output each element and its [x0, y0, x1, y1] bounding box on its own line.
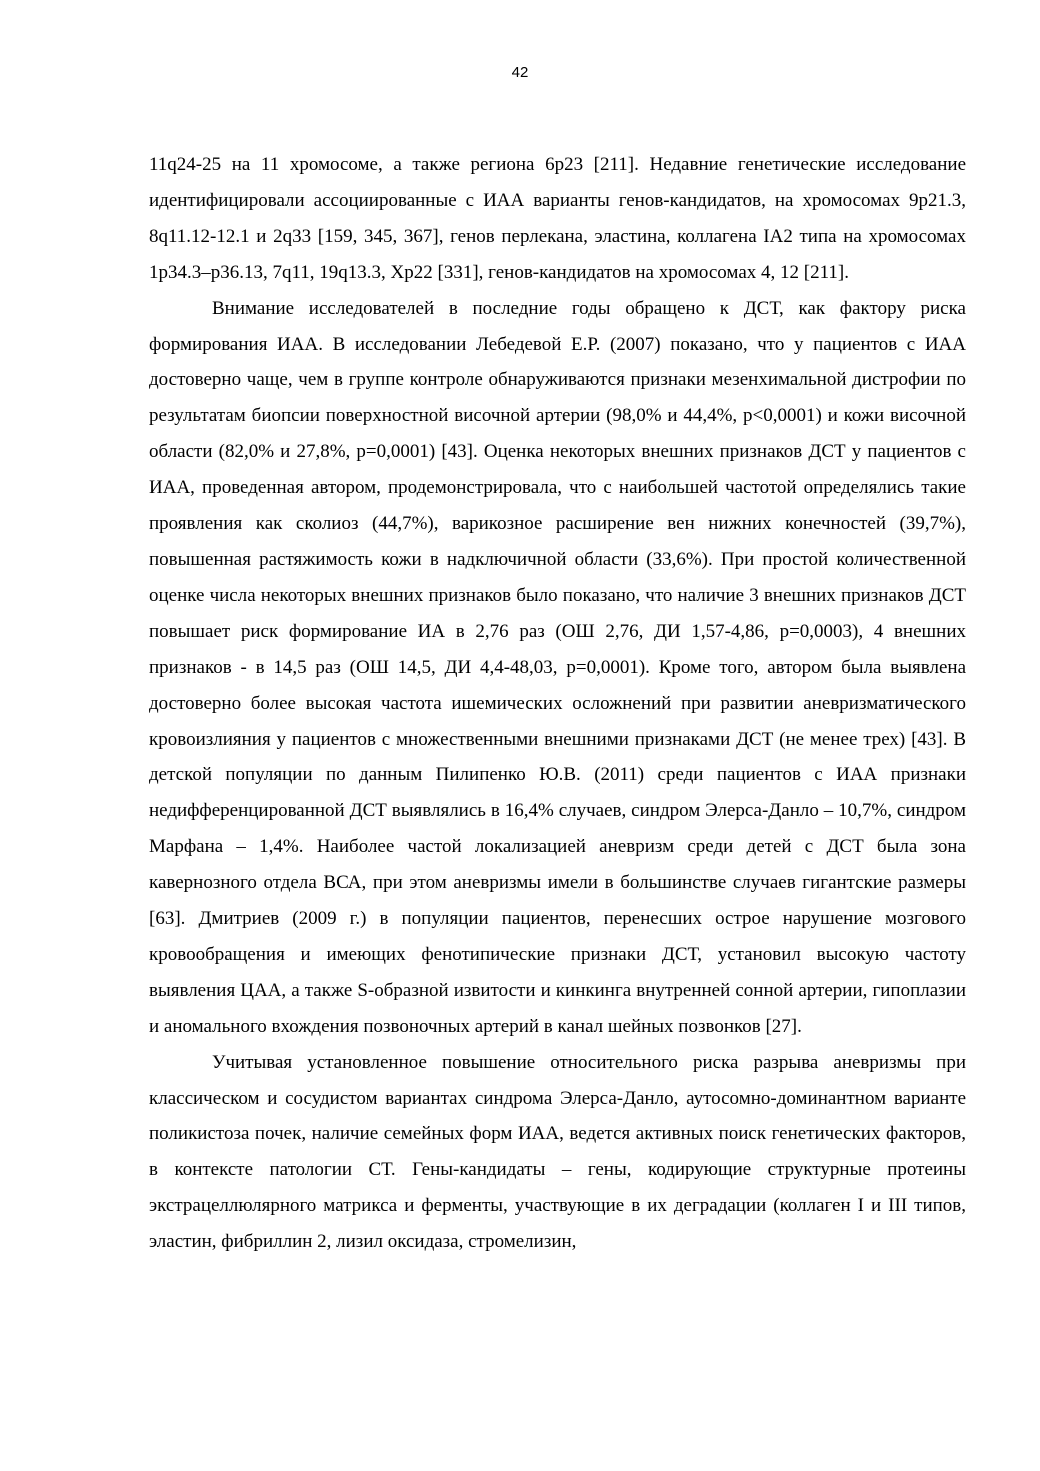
paragraph-genetic-factors: Учитывая установленное повышение относительного риска разрыва аневризмы при классическом и сосудистом вариантах синдрома Элерса-Данло, аутосомно-доминантном варианте поликистоза почек, наличие семейных форм ИАА, ведется активных поиск генетических факторов, в контексте патологии СТ. Гены-кандидаты – гены, кодирующие структурные протеины экстрацеллюлярного матрикса и ферменты, участвующие в их деградации (коллаген I и III типов, эластин, фибриллин 2, лизил оксидаза, стромелизин,: [149, 1051, 966, 1253]
page-number: 42: [511, 64, 529, 81]
paragraph-dst-risk: Внимание исследователей в последние годы обращено к ДСТ, как фактору риска формирования ИАА. В исследовании Лебедевой Е.Р. (2007) показано, что у пациентов с ИАА достоверно чаще, чем в группе контроле обнаруживаются признаки мезенхимальной дистрофии по результатам биопсии поверхностной височной артерии (98,0% и 44,4%, p<0,0001) и кожи височной области (82,0% и 27,8%, p=0,0001) [43]. Оценка некоторых внешних признаков ДСТ у пациентов с ИАА, проведенная автором, продемонстрировала, что с наибольшей частотой определялись такие проявления как сколиоз (44,7%), варикозное расширение вен нижних конечностей (39,7%), повышенная растяжимость кожи в надключичной области (33,6%). При простой количественной оценке числа некоторых внешних признаков было показано, что наличие 3 внешних признаков ДСТ повышает риск формирование ИА в 2,76 раз (ОШ 2,76, ДИ 1,57-4,86, p=0,0003), 4 внешних признаков - в 14,5 раз (ОШ 14,5, ДИ 4,4-48,03, p=0,0001). Кроме того, автором была выявлена достоверно более высокая частота ишемических осложнений при развитии аневризматического кровоизлияния у пациентов с множественными внешними признаками ДСТ (не менее трех) [43]. В детской популяции по данным Пилипенко Ю.В. (2011) среди пациентов с ИАА признаки недифференцированной ДСТ выявлялись в 16,4% случаев, синдром Элерса-Данло – 10,7%, синдром Марфана – 1,4%. Наиболее частой локализацией аневризм среди детей с ДСТ была зона кавернозного отдела ВСА, при этом аневризмы имели в большинстве случаев гигантские размеры [63]. Дмитриев (2009 г.) в популяции пациентов, перенесших острое нарушение мозгового кровообращения и имеющих фенотипические признаки ДСТ, установил высокую частоту выявления ЦАА, а также S-образной извитости и кинкинга внутренней сонной артерии, гипоплазии и аномального вхождения позвоночных артерий в канал шейных позвонков [27].: [149, 297, 966, 1037]
paragraph-continuation: 11q24-25 на 11 хромосоме, а также региона 6p23 [211]. Недавние генетические исследование идентифицировали ассоциированные с ИАА варианты генов-кандидатов, на хромосомах 9p21.3, 8q11.12-12.1 и 2q33 [159, 345, 367], генов перлекана, эластина, коллагена IA2 типа на хромосомах 1p34.3–p36.13, 7q11, 19q13.3, Xp22 [331], генов-кандидатов на хромосомах 4, 12 [211].: [149, 154, 966, 283]
body-text: [149, 147, 966, 1260]
